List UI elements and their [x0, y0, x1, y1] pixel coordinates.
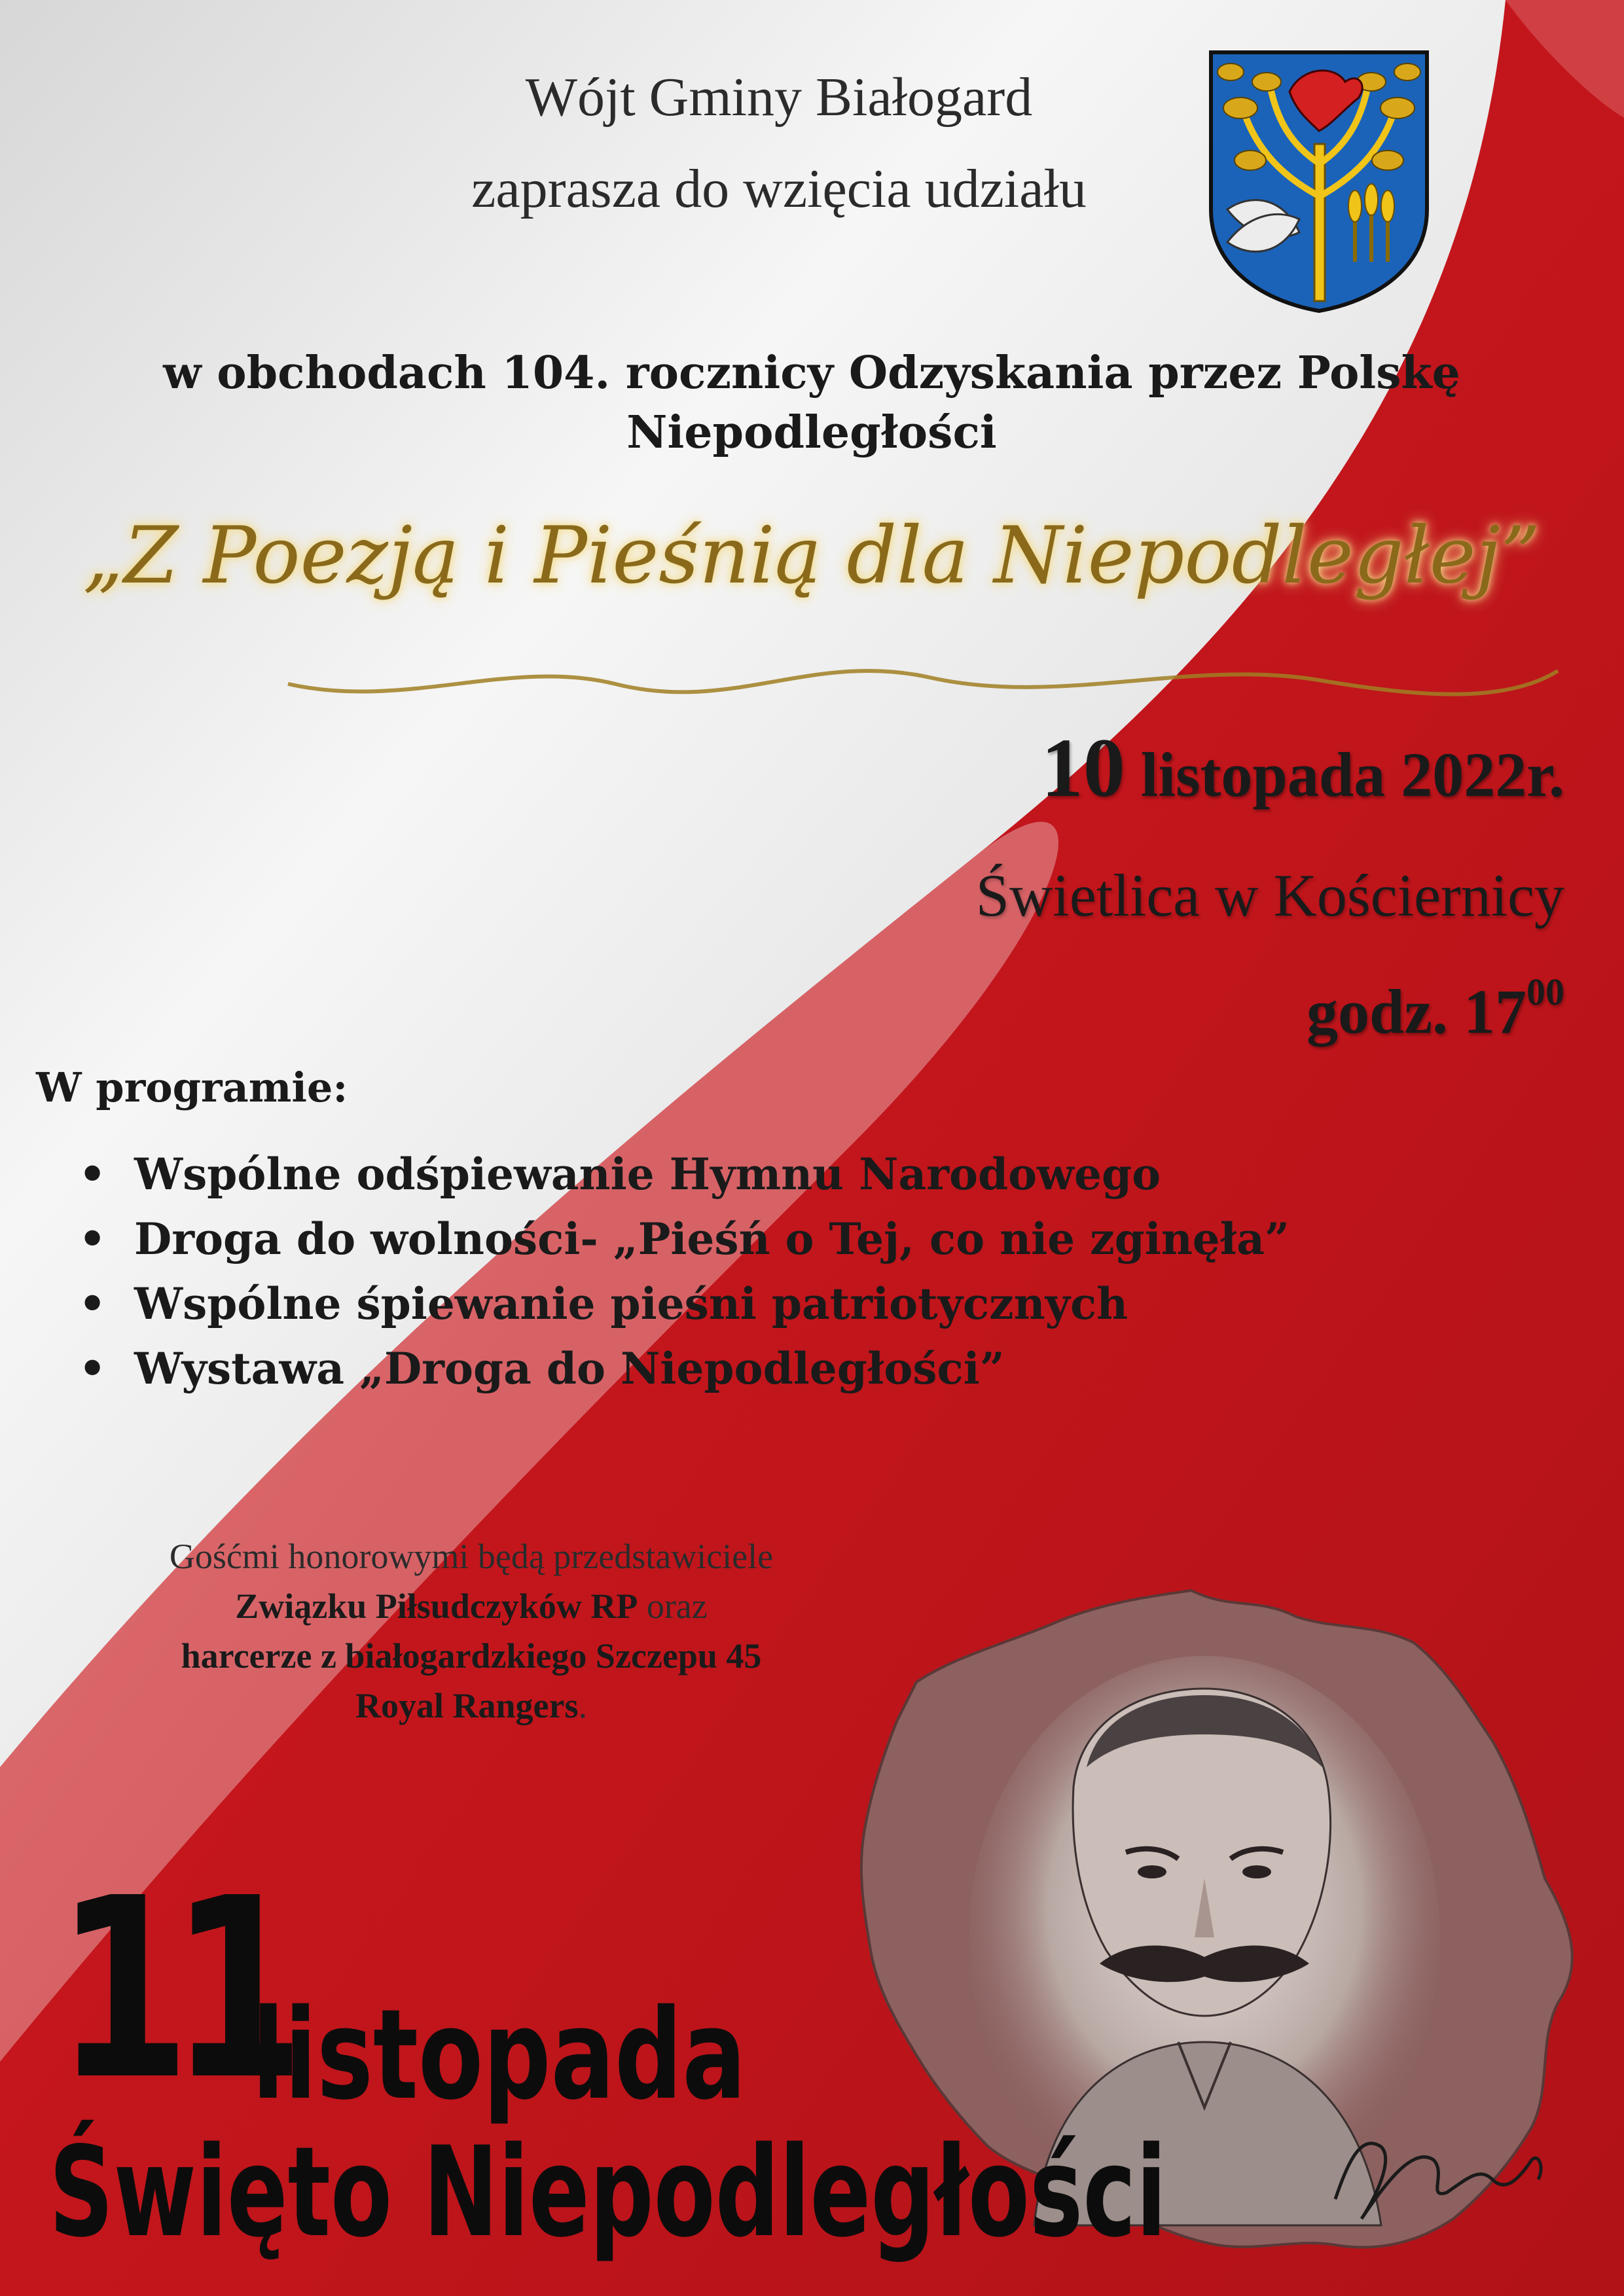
- event-date-month-year: listopada 2022r.: [1140, 740, 1564, 810]
- event-date-day: 10: [1041, 721, 1125, 814]
- guests-conjunction: oraz: [638, 1587, 708, 1626]
- program-heading: W programie:: [36, 1064, 348, 1111]
- program-item-text: Wystawa „Droga do Niepodległości”: [134, 1343, 1005, 1394]
- guests-intro: Gośćmi honorowymi będą przedstawiciele: [169, 1537, 774, 1576]
- guest-org-1: Związku Piłsudczyków RP: [235, 1587, 638, 1626]
- bullet-icon: •: [79, 1213, 107, 1265]
- bullet-icon: •: [79, 1343, 107, 1394]
- footer-month: listopada: [252, 1982, 746, 2127]
- program-item-text: Wspólne odśpiewanie Hymnu Narodowego: [134, 1149, 1161, 1200]
- bullet-icon: •: [79, 1278, 107, 1329]
- occasion-line-1: w obchodach 104. rocznicy Odzyskania przez Polskę: [163, 347, 1460, 399]
- event-time-hour: godz. 17: [1307, 977, 1526, 1047]
- guest-org-2-name: Royal Rangers: [355, 1686, 579, 1725]
- occasion-text: [118, 344, 1506, 463]
- coat-of-arms-icon: [1204, 46, 1434, 314]
- occasion-line-2: Niepodległości: [626, 406, 997, 459]
- title-swash-ornament: [275, 645, 1578, 717]
- program-item-text: Wspólne śpiewanie pieśni patriotycznych: [134, 1278, 1128, 1329]
- event-date: [655, 720, 1564, 816]
- guest-org-2: harcerze z białogardzkiego Szczepu 45: [181, 1636, 762, 1676]
- footer-day: 11: [56, 1844, 285, 2134]
- event-time-minutes: 00: [1526, 971, 1564, 1013]
- program-item: [79, 1142, 1388, 1207]
- organizer-name: Wójt Gminy Białogard: [525, 67, 1033, 128]
- program-list: [79, 1142, 1388, 1401]
- program-item: [79, 1207, 1388, 1272]
- invitation-text: zaprasza do wzięcia udziału: [471, 158, 1087, 219]
- bullet-icon: •: [79, 1149, 107, 1200]
- program-item: [79, 1272, 1388, 1336]
- guests-end: .: [578, 1686, 587, 1725]
- program-item-text: Droga do wolności- „Pieśń o Tej, co nie zginęła”: [134, 1213, 1290, 1265]
- program-item: [79, 1336, 1388, 1401]
- event-time: [851, 971, 1564, 1048]
- honorary-guests: [62, 1532, 880, 1731]
- event-venue: Świetlica w Kościernicy: [975, 862, 1564, 929]
- footer-holiday: Święto Niepodległości: [49, 2120, 1167, 2265]
- event-title: „Z Poezją i Pieśnią dla Niepodległej”: [82, 511, 1541, 601]
